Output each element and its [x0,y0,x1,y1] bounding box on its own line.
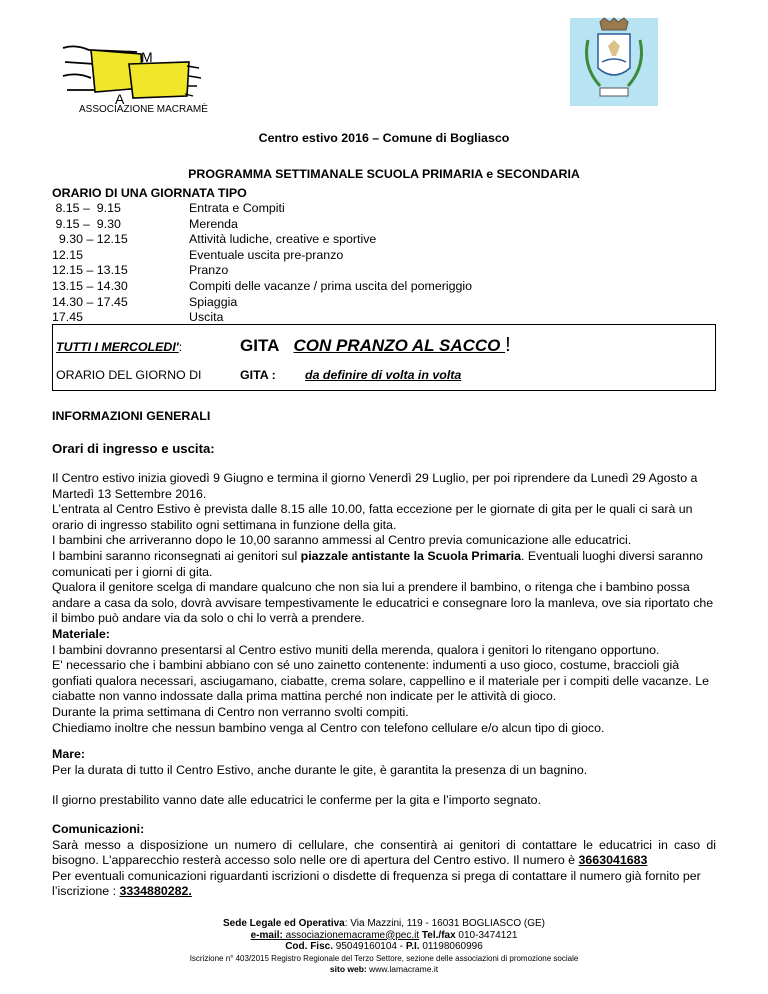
phone-text: Sarà messo a disposizione un numero di cellulare, che consentirà ai genitori di contattare le educatrici in caso di bisogno. L'apparecchio resterà accesso solo nelle ore di apertura del Centro estivo. Il numero è [52,837,716,868]
crest-icon [570,16,658,108]
materials-section [52,627,716,736]
materials-paragraph-3: Durante la prima settimana di Centro non verranno svolti compiti. [52,704,409,719]
footer-tax [0,941,768,953]
footer-contacts [0,930,768,942]
wednesday-label-wrap [56,340,182,354]
trip-info-box [52,324,716,391]
schedule-time: 8.15 – 9.15 [52,201,121,215]
footer-website [0,964,768,976]
schedule-row [52,295,552,311]
program-title: PROGRAMMA SETTIMANALE SCUOLA PRIMARIA e SECONDARIA [188,167,580,181]
footer-pi-label: P.I. [405,941,420,952]
footer-address-value: : Via Mazzini, 119 - 16031 BOGLIASCO (GE) [344,918,545,929]
svg-text:M: M [141,49,153,65]
trip-time-label: ORARIO DEL GIORNO DI [56,368,202,382]
trip-confirm-paragraph: Il giorno prestabilito vanno date alle educatrici le conferme per la gita e l’importo segnato. [52,793,542,807]
materials-paragraph-1: I bambini dovranno presentarsi al Centro estivo muniti della merenda, qualora i genitori lo ritengano opportuno. [52,642,660,657]
footer-website-label: sito web: [329,964,367,974]
schedule-row [52,232,552,248]
schedule-activity: Compiti delle vacanze / prima uscita del pomeriggio [189,278,473,293]
footer-registry: Iscrizione n° 403/2015 Registro Regionale del Terzo Settore, sezione delle associazioni di promozione sociale [189,953,579,963]
pickup-text-a: I bambini saranno riconsegnati ai genitori sul [52,548,301,563]
footer [0,918,768,976]
footer-pi-value: 01198060996 [419,941,483,952]
packed-lunch-text: CON PRANZO AL SACCO [293,336,506,355]
trip-time-value: da definire di volta in volta [305,368,462,382]
hours-paragraph-5: Qualora il genitore scelga di mandare qualcuno che non sia lui a prendere il bambino, o ritenga che i bambino possa andare a casa da solo, dovrà avvisare tempestivamente le educatrici e consegnare loro la manleva, ove sia riportato che il bimbo può andare via da solo o chi lo verrà a prendere. [52,580,714,626]
pickup-text-c: . Eventuali luoghi diversi saranno comunicati per i giorni di gita. [52,548,703,579]
wednesday-label: TUTTI I MERCOLEDI' [56,340,179,354]
schedule-time: 9.15 – 9.30 [52,216,121,231]
footer-cf-value: 95049160104 - [333,941,406,952]
hours-paragraph-1: Il Centro estivo inizia giovedì 9 Giugno e termina il giorno Venerdì 29 Luglio, per poi riprendere da Lunedì 29 Agosto a Martedì 13 Settembre 2016. [52,471,698,501]
materials-heading: Materiale: [52,627,110,641]
schedule-activity: Attività ludiche, creative e sportive [189,232,377,247]
communications-section [52,822,716,900]
schedule-activity: Eventuale uscita pre-pranzo [189,247,344,262]
schedule-activity: Entrata e Compiti [189,201,285,215]
municipal-crest [570,16,658,108]
footer-cf-label: Cod. Fisc. [285,941,333,952]
schedule-time: 14.30 – 17.45 [52,294,128,309]
hours-paragraph-3: I bambini che arriveranno dopo le 10,00 saranno ammessi al Centro previa comunicazione alle educatrici. [52,533,632,548]
schedule-row [52,248,552,264]
schedule-row [52,217,552,233]
schedule-heading: ORARIO DI UNA GIORNATA TIPO [52,186,247,200]
footer-address-label: Sede Legale ed Operativa [223,918,345,929]
document-title: Centro estivo 2016 – Comune di Bogliasco [258,131,510,145]
communications-paragraph-1 [52,838,716,869]
hours-paragraph-4 [52,549,716,580]
exclamation-mark: ! [505,334,511,356]
materials-paragraph-4: Chiediamo inoltre che nessun bambino venga al Centro con telefono cellulare e/o alcun tipo di gioco. [52,720,605,735]
sea-heading: Mare: [52,747,86,761]
schedule-time: 13.15 – 14.30 [52,278,128,293]
footer-address [0,918,768,930]
association-logo [55,40,208,115]
general-info-heading: INFORMAZIONI GENERALI [52,409,211,423]
schedule-activity: Spiaggia [189,294,238,309]
schedule-activity: Pranzo [189,263,229,278]
footer-email-label: e-mail: [250,929,286,941]
schedule-time: 9.30 – 12.15 [52,232,128,247]
footer-email-link[interactable]: associazionemacrame@pec.it [285,929,420,941]
footer-phone-value: 010-3474121 [455,929,518,941]
schedule-row [52,263,552,279]
hours-paragraph-2: L’entrata al Centro Estivo è prevista dalle 8.15 alle 10.00, fatta eccezione per le giornate di gita per le quali ci sarà un orario di ingresso stabilito ogni settimana in funzione della gita. [52,502,693,532]
svg-text:A: A [115,91,125,107]
footer-phone-label: Tel./fax [419,929,456,941]
wednesday-colon: : [178,340,183,354]
schedule-row [52,279,552,295]
trip-headline [240,334,511,357]
schedule-time: 12.15 – 13.15 [52,263,128,278]
trip-time-gita: GITA : [240,368,276,382]
schedule-activity: Uscita [189,310,224,325]
schedule-row [52,201,552,217]
sea-section [52,747,716,778]
trip-gita-word: GITA [240,336,280,355]
enrollment-phone-number: 3334880282. [119,884,192,899]
communications-heading: Comunicazioni: [52,822,145,836]
schedule-table [52,201,552,326]
center-phone-number: 3663041683 [578,853,648,868]
communications-paragraph-2 [52,869,716,900]
schedule-activity: Merenda [189,216,238,231]
materials-paragraph-2: E' necessario che i bambini abbiano con sé uno zainetto contenente: indumenti a uso gioco, costume, braccioli già gonfiati qualora necessari, asciugamano, ciabatte, crema solare, cappellino e il materiale per i compiti delle vacanze. Le ciabatte non vanno indossate dalla prima mattina perché non indicate per le attività di gioco. [52,658,710,704]
schedule-time: 12.15 [52,247,84,262]
footer-website-link[interactable]: www.lamacrame.it [366,964,439,974]
hours-heading: Orari di ingresso e uscita: [52,441,215,456]
hours-section [52,471,716,627]
pickup-location: piazzale antistante la Scuola Primaria [300,548,522,563]
sea-paragraph-1: Per la durata di tutto il Centro Estivo, anche durante le gite, è garantita la presenza di un bagnino. [52,762,588,777]
enrollment-text: Per eventuali comunicazioni riguardanti iscrizioni o disdette di frequenza si prega di contattare il numero già fornito per l’iscrizione : [52,868,701,899]
association-logo-name: ASSOCIAZIONE MACRAMÈ [79,104,208,115]
schedule-time: 17.45 [52,310,84,325]
